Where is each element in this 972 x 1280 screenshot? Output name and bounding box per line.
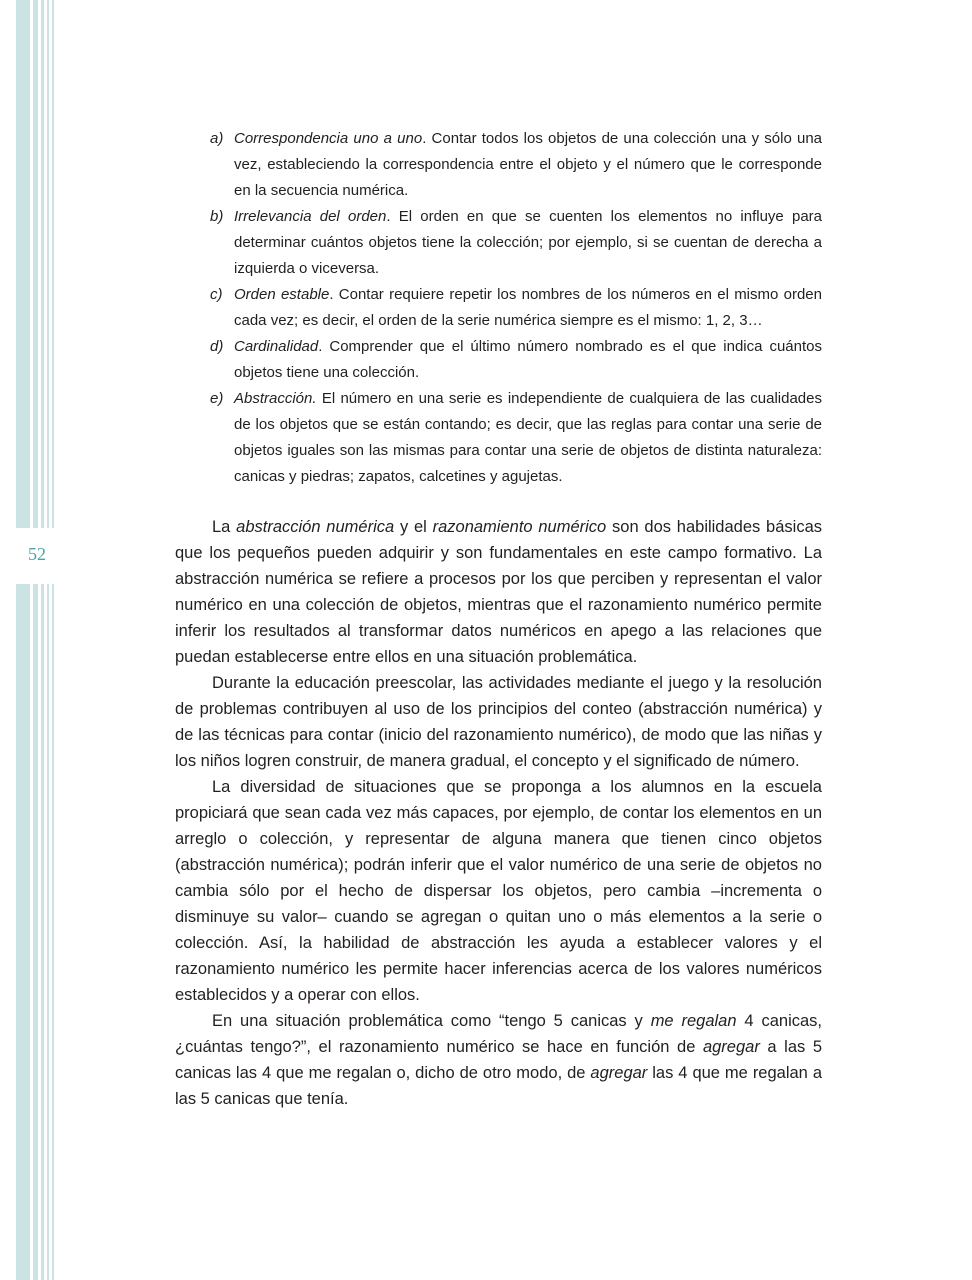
- list-marker: c): [210, 286, 223, 303]
- list-term: Abstracción.: [234, 390, 317, 407]
- list-item: [208, 126, 822, 204]
- page-number: 52: [28, 544, 46, 564]
- text-run: 4 canicas, ¿cuántas tengo?”, el razonamiento numérico se hace en función de: [175, 1012, 822, 1056]
- list-term: Irrelevancia del orden: [234, 208, 387, 225]
- list-term: Orden estable: [234, 286, 330, 303]
- list-text: . Contar requiere repetir los nombres de los números en el mismo orden cada vez; es decir, el orden de la serie numérica siempre es el mismo: 1, 2, 3…: [234, 286, 822, 329]
- list-item: [208, 386, 822, 490]
- text-run: La: [212, 518, 237, 536]
- list-item: [208, 204, 822, 282]
- emphasis: agregar: [590, 1064, 648, 1082]
- list-term: Cardinalidad: [234, 338, 319, 355]
- counting-principles-list: [208, 126, 822, 490]
- list-text: El número en una serie es independiente de cualquiera de las cualidades de los objetos que se están contando; es decir, que las reglas para contar una serie de objetos iguales son las mismas para contar una serie de objetos de distinta naturaleza: canicas y piedras; zapatos, calcetines y agujetas.: [234, 390, 822, 485]
- paragraph-example: [175, 1008, 822, 1112]
- text-run: las 4 que me regalan a las 5 canicas que tenía.: [175, 1064, 822, 1108]
- list-item: [208, 282, 822, 334]
- list-text: . El orden en que se cuenten los elementos no influye para determinar cuántos objetos tiene la colección; por ejemplo, si se cuentan de derecha a izquierda o viceversa.: [234, 208, 822, 277]
- list-text: . Comprender que el último número nombrado es el que indica cuántos objetos tiene una colección.: [234, 338, 822, 381]
- emphasis: abstracción numérica: [236, 518, 395, 536]
- paragraph-diversity: La diversidad de situaciones que se proponga a los alumnos en la escuela propiciará que sean cada vez más capaces, por ejemplo, de contar los elementos en un arreglo o colección, y representar de alguna manera que tienen cinco objetos (abstracción numérica); podrán inferir que el valor numérico de una serie de objetos no cambia sólo por el hecho de dispersar los objetos, pero cambia –incrementa o disminuye su valor– cuando se agregan o quitan uno o más elementos a la serie o colección. Así, la habilidad de abstracción les ayuda a establecer valores y el razonamiento numérico les permite hacer inferencias acerca de los valores numéricos establecidos y a operar con ellos.: [175, 778, 822, 1004]
- body-text: [175, 514, 822, 1112]
- emphasis: agregar: [702, 1038, 760, 1056]
- text-run: a las 5 canicas las 4 que me regalan o, dicho de otro modo, de: [175, 1038, 822, 1082]
- list-marker: d): [210, 338, 224, 355]
- paragraph-preschool: Durante la educación preescolar, las actividades mediante el juego y la resolución de problemas contribuyen al uso de los principios del conteo (abstracción numérica) y de las técnicas para contar (inicio del razonamiento numérico), de modo que las niñas y los niños logren construir, de manera gradual, el concepto y el significado de número.: [175, 674, 822, 770]
- list-marker: a): [210, 130, 224, 147]
- text-run: En una situación problemática como “tengo 5 canicas y: [212, 1012, 651, 1030]
- emphasis: razonamiento numérico: [432, 518, 607, 536]
- list-marker: b): [210, 208, 224, 225]
- paragraph-abstraction: [175, 514, 822, 670]
- list-item: [208, 334, 822, 386]
- list-marker: e): [210, 390, 224, 407]
- list-term: Correspondencia uno a uno: [234, 130, 423, 147]
- text-run: son dos habilidades básicas que los pequeños pueden adquirir y son fundamentales en este campo formativo. La abstracción numérica se refiere a procesos por los que perciben y representan el valor numérico en una colección de objetos, mientras que el razonamiento numérico permite inferir los resultados al transformar datos numéricos en apego a las relaciones que puedan establecerse entre ellos en una situación problemática.: [175, 518, 822, 666]
- list-text: . Contar todos los objetos de una colección una y sólo una vez, estableciendo la correspondencia entre el objeto y el número que le corresponde en la secuencia numérica.: [234, 130, 822, 199]
- emphasis: me regalan: [650, 1012, 737, 1030]
- text-run: y el: [394, 518, 433, 536]
